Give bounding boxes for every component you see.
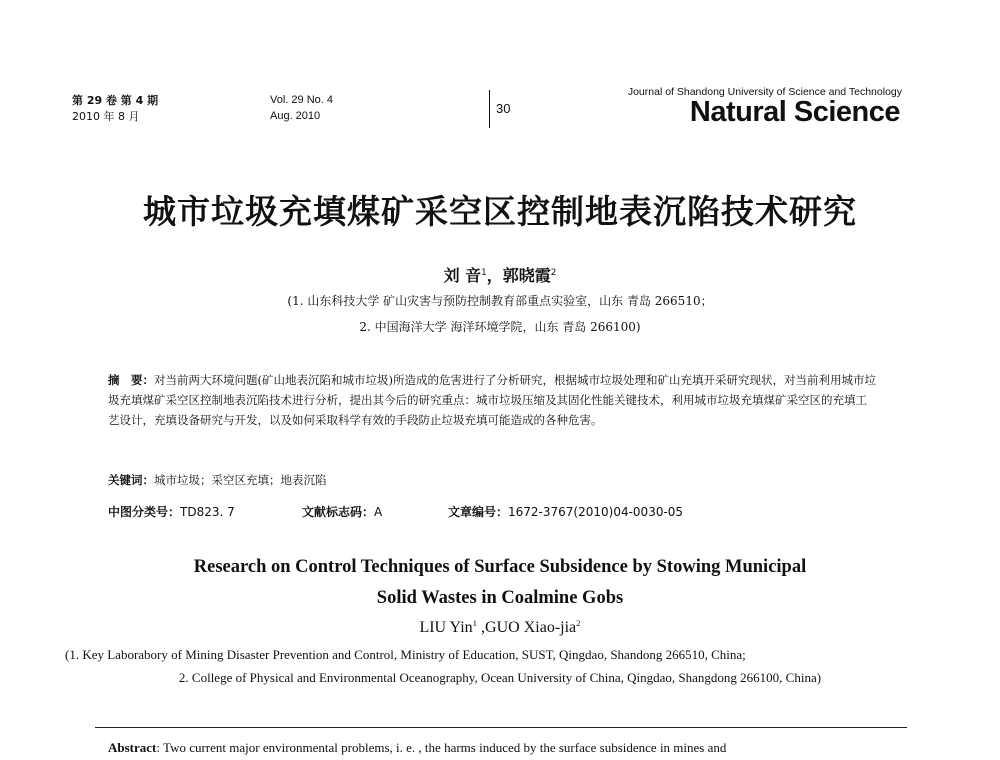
title-en-line-1: Research on Control Techniques of Surface Subsidence by Stowing Municipal [193,557,807,577]
author-2-en: GUO Xiao-jia$^2$ [485,618,581,637]
keywords-cn [108,470,878,490]
authors-cn [0,263,1000,286]
affiliation-2-en: 2. College of Physical and Environmental Oceanography, Ocean University of China, Qingdao, Shangdong 266100, China) [178,670,822,685]
journal-series: Natural Science [689,96,900,128]
header-divider [489,90,490,128]
section-divider [95,727,907,728]
title-cn: 城市垃圾充填煤矿采空区控制地表沉陷技术研究 [143,192,857,231]
abstract-label-cn: 摘 要： [108,373,154,387]
author-separator-en: , [477,619,486,637]
author-2-cn: 郭晓霞$^2$ [502,266,557,285]
journal-name: Journal of Shandong University of Science and Technology [627,86,902,98]
author-separator-cn: ， [486,266,503,285]
abstract-text-cn: 对当前两大环境问题(矿山地表沉陷和城市垃圾)所造成的危害进行了分析研究，根据城市垃圾处理和矿山充填开采研究现状，对当前利用城市垃圾充填煤矿采空区控制地表沉陷技术进行分析，提出其今后的研究重点：城市垃圾压缩及其固化性能关键技术，利用城市垃圾充填煤矿采空区的充填工艺设计，充填设备研究与开发，以及如何采取科学有效的手段防止垃圾充填可能造成的各种危害。 [108,373,876,427]
clc-number: 中图分类号：TD823. 7 [108,505,235,519]
affiliation-1-en: (1. Key Laborabory of Mining Disaster Prevention and Control, Ministry of Education, SUST, Qingdao, Shandong 266510, China; [65,647,746,662]
author-1-en: LIU Yin$^1$ [419,618,478,637]
abstract-label-en: Abstract [108,740,157,755]
issue-date-cn: 2010 年 8 月 [72,110,140,123]
affiliation-1-cn: (1. 山东科技大学 矿山灾害与预防控制教育部重点实验室，山东 青岛 266510； [287,294,713,308]
volume-number-en: Vol. 29 No. 4 [270,94,333,106]
abstract-cn [108,370,878,430]
keywords-text-cn: 城市垃圾；采空区充填；地表沉陷 [154,473,327,487]
title-en-line-2: Solid Wastes in Coalmine Gobs [376,588,624,608]
abstract-en [108,740,908,756]
page-number: 30 [496,101,511,116]
keywords-label-cn: 关键词： [108,473,154,487]
abstract-separator-en: : [156,740,164,755]
author-1-cn: 刘 音$^1$ [443,266,487,285]
issue-number-cn: 第 29 卷 第 4 期 [72,94,159,107]
issue-date-en: Aug. 2010 [270,110,321,122]
affiliation-2-cn: 2. 中国海洋大学 海洋环境学院，山东 青岛 266100) [359,320,641,334]
abstract-text-en: Two current major environmental problems, i. e. , the harms induced by the surface subsidence in mines and [163,740,727,755]
article-number: 文章编号：1672-3767(2010)04-0030-05 [448,505,684,519]
authors-en [0,618,1000,637]
document-code: 文献标志码：A [302,505,383,519]
